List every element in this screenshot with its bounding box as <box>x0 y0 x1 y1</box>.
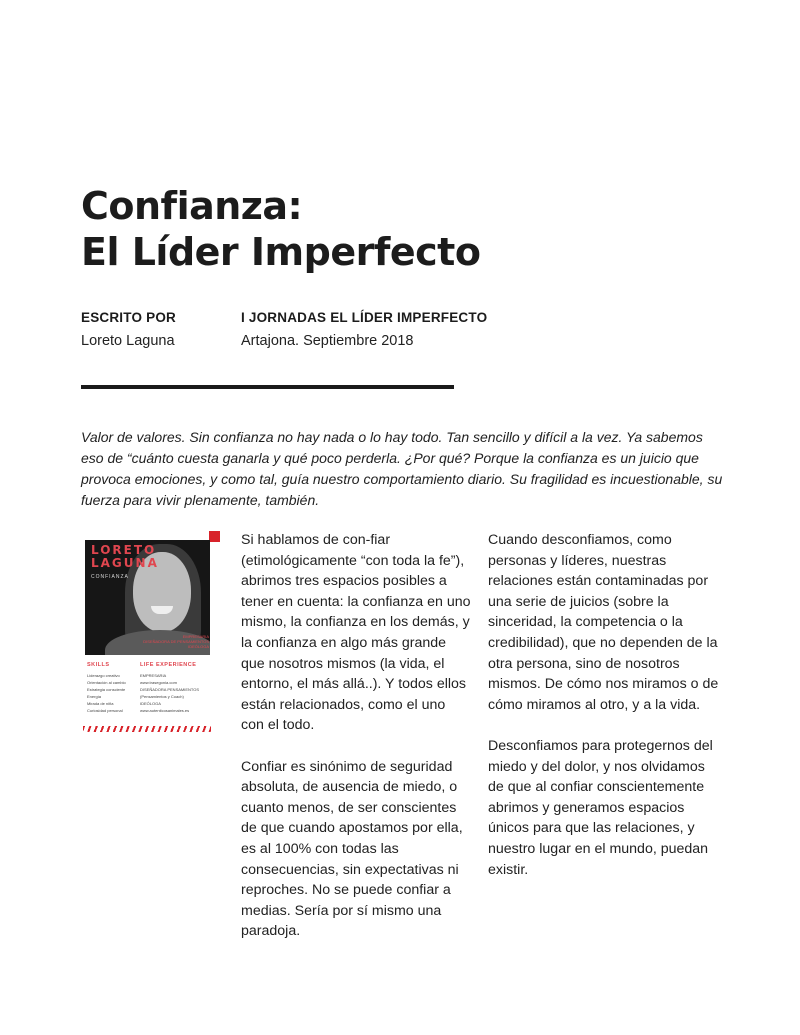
profile-photo <box>85 540 210 655</box>
experience-heading: LIFE EXPERIENCE <box>140 662 197 668</box>
intro-paragraph: Valor de valores. Sin confianza no hay nada o lo hay todo. Tan sencillo y difícil a la vez. Ya sabemos eso de “cuánto cuesta ganarla y qué poco perderla. ¿Por qué? Porque la confianza es un juicio que provoca emociones, y como tal, guía nuestro comportamiento diario. Su fragilidad es incuestionable, su fuerza para vivir plenamente, también. <box>81 429 723 508</box>
event-info <box>241 308 487 352</box>
skills-heading: SKILLS <box>87 662 110 668</box>
author-name: Loreto Laguna <box>81 333 175 349</box>
stripe-decoration <box>83 726 211 732</box>
event-title: I JORNADAS EL LÍDER IMPERFECTO <box>241 310 488 325</box>
card-name: LORETO LAGUNA <box>91 543 159 570</box>
column-middle <box>241 530 471 962</box>
event-place-date: Artajona. Septiembre 2018 <box>241 333 414 349</box>
paragraph: Si hablamos de con-fiar (etimológicamente “con toda la fe”), abrimos tres espacios posibles a tener en cuenta: la confianza en uno mismo, la confianza en los demás, y la confianza en algo más grande que nosotros mismos (la vida, el entorno, el más allá..). Y todos ellos están relacionados, como el uno con el todo. <box>241 532 471 734</box>
divider <box>81 385 454 389</box>
corner-accent <box>209 531 220 542</box>
card-role: EMPRESARIA DISEÑADORA DE PENSAMIENTOS IDEÓLOGA <box>143 634 209 649</box>
card-subtitle: CONFIANZA <box>91 574 129 580</box>
byline-label: ESCRITO POR <box>81 310 176 325</box>
skills-list: Liderazgo creativo Orientación al cambio Estrategia consciente Energía Mirada de niña Curiosidad personal <box>87 673 126 713</box>
paragraph: Cuando desconfiamos, como personas y líderes, nuestras relaciones están contaminadas por una serie de juicios (sobre la sinceridad, la competencia o la credibilidad), que no dependen de la otra persona, sino de nosotros mismos. De cómo nos miramos o de cómo miramos al otro, y a la vida. <box>488 532 719 713</box>
document-title <box>81 183 480 275</box>
column-right <box>488 530 723 901</box>
title-line-2: El Líder Imperfecto <box>81 230 481 274</box>
byline <box>81 308 176 352</box>
title-line-1: Confianza: <box>81 184 303 228</box>
paragraph: Confiar es sinónimo de seguridad absoluta, de ausencia de miedo, o cuanto menos, de ser conscientes de que cuando apostamos por ella, es al 100% con todas las consecuencias, sin expectativas ni reproches. No se puede confiar a medias. Sería por sí mismo una paradoja. <box>241 758 463 940</box>
paragraph: Desconfiamos para protegernos del miedo y del dolor, y nos olvidamos de que al confiar conscientemente abrimos y generamos espacios únicos para que las relaciones, y nuestro lugar en el mundo, puedan existir. <box>488 737 713 878</box>
experience-list: EMPRESARIA www.trasegonia.com DISEÑADORA PENSAMIENTOS (Pensamientos y Coach) IDEÓLOGA www.autenticosanimales.es <box>140 673 200 713</box>
profile-card <box>83 540 213 735</box>
